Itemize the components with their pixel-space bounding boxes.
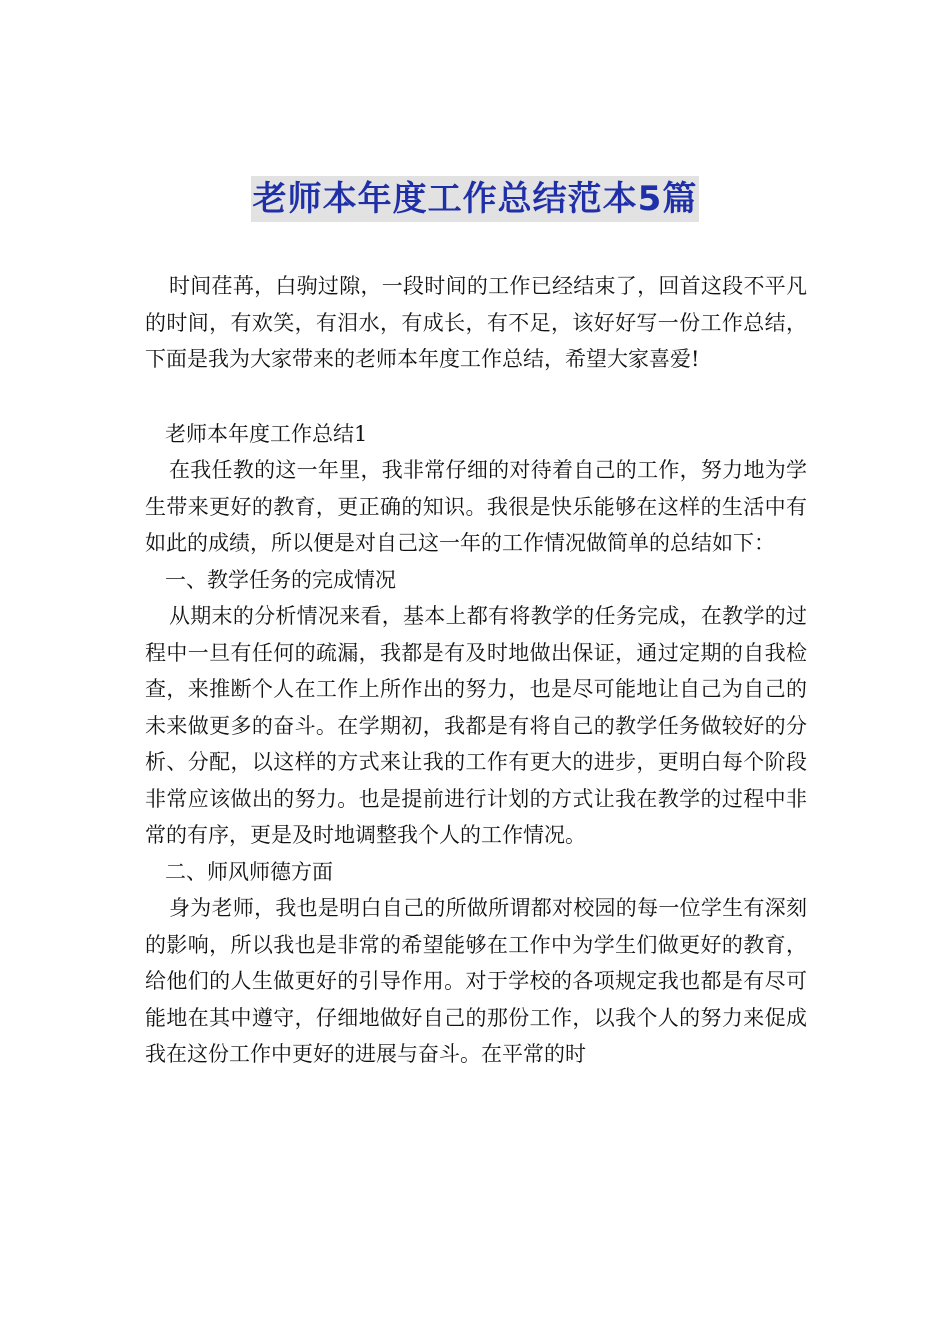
document-title: 老师本年度工作总结范本5篇 <box>251 176 700 222</box>
document-body <box>145 268 807 1073</box>
title-container <box>0 176 950 222</box>
section-1-paragraph: 在我任教的这一年里，我非常仔细的对待着自己的工作，努力地为学生带来更好的教育，更正确的知识。我很是快乐能够在这样的生活中有如此的成绩，所以便是对自己这一年的工作情况做简单的总结如下： <box>145 458 807 555</box>
intro-paragraph: 时间荏苒，白驹过隙，一段时间的工作已经结束了，回首这段不平凡的时间，有欢笑，有泪水，有成长，有不足，该好好写一份工作总结，下面是我为大家带来的老师本年度工作总结，希望大家喜爱! <box>145 274 807 371</box>
subsection-1-title: 一、教学任务的完成情况 <box>165 567 396 592</box>
paragraph-spacer <box>145 378 807 416</box>
subsection-2-paragraph: 身为老师，我也是明白自己的所做所谓都对校园的每一位学生有深刻的影响，所以我也是非常的希望能够在工作中为学生们做更好的教育，给他们的人生做更好的引导作用。对于学校的各项规定我也都是有尽可能地在其中遵守，仔细地做好自己的那份工作，以我个人的努力来促成我在这份工作中更好的进展与奋斗。在平常的时 <box>145 896 807 1066</box>
subsection-2-title: 二、师风师德方面 <box>165 859 333 884</box>
section-1-title: 老师本年度工作总结1 <box>165 421 368 446</box>
subsection-1-paragraph: 从期末的分析情况来看，基本上都有将教学的任务完成，在教学的过程中一旦有任何的疏漏，我都是有及时地做出保证，通过定期的自我检查，来推断个人在工作上所作出的努力，也是尽可能地让自己为自己的未来做更多的奋斗。在学期初，我都是有将自己的教学任务做较好的分析、分配，以这样的方式来让我的工作有更大的进步，更明白每个阶段非常应该做出的努力。也是提前进行计划的方式让我在教学的过程中非常的有序，更是及时地调整我个人的工作情况。 <box>145 604 807 847</box>
